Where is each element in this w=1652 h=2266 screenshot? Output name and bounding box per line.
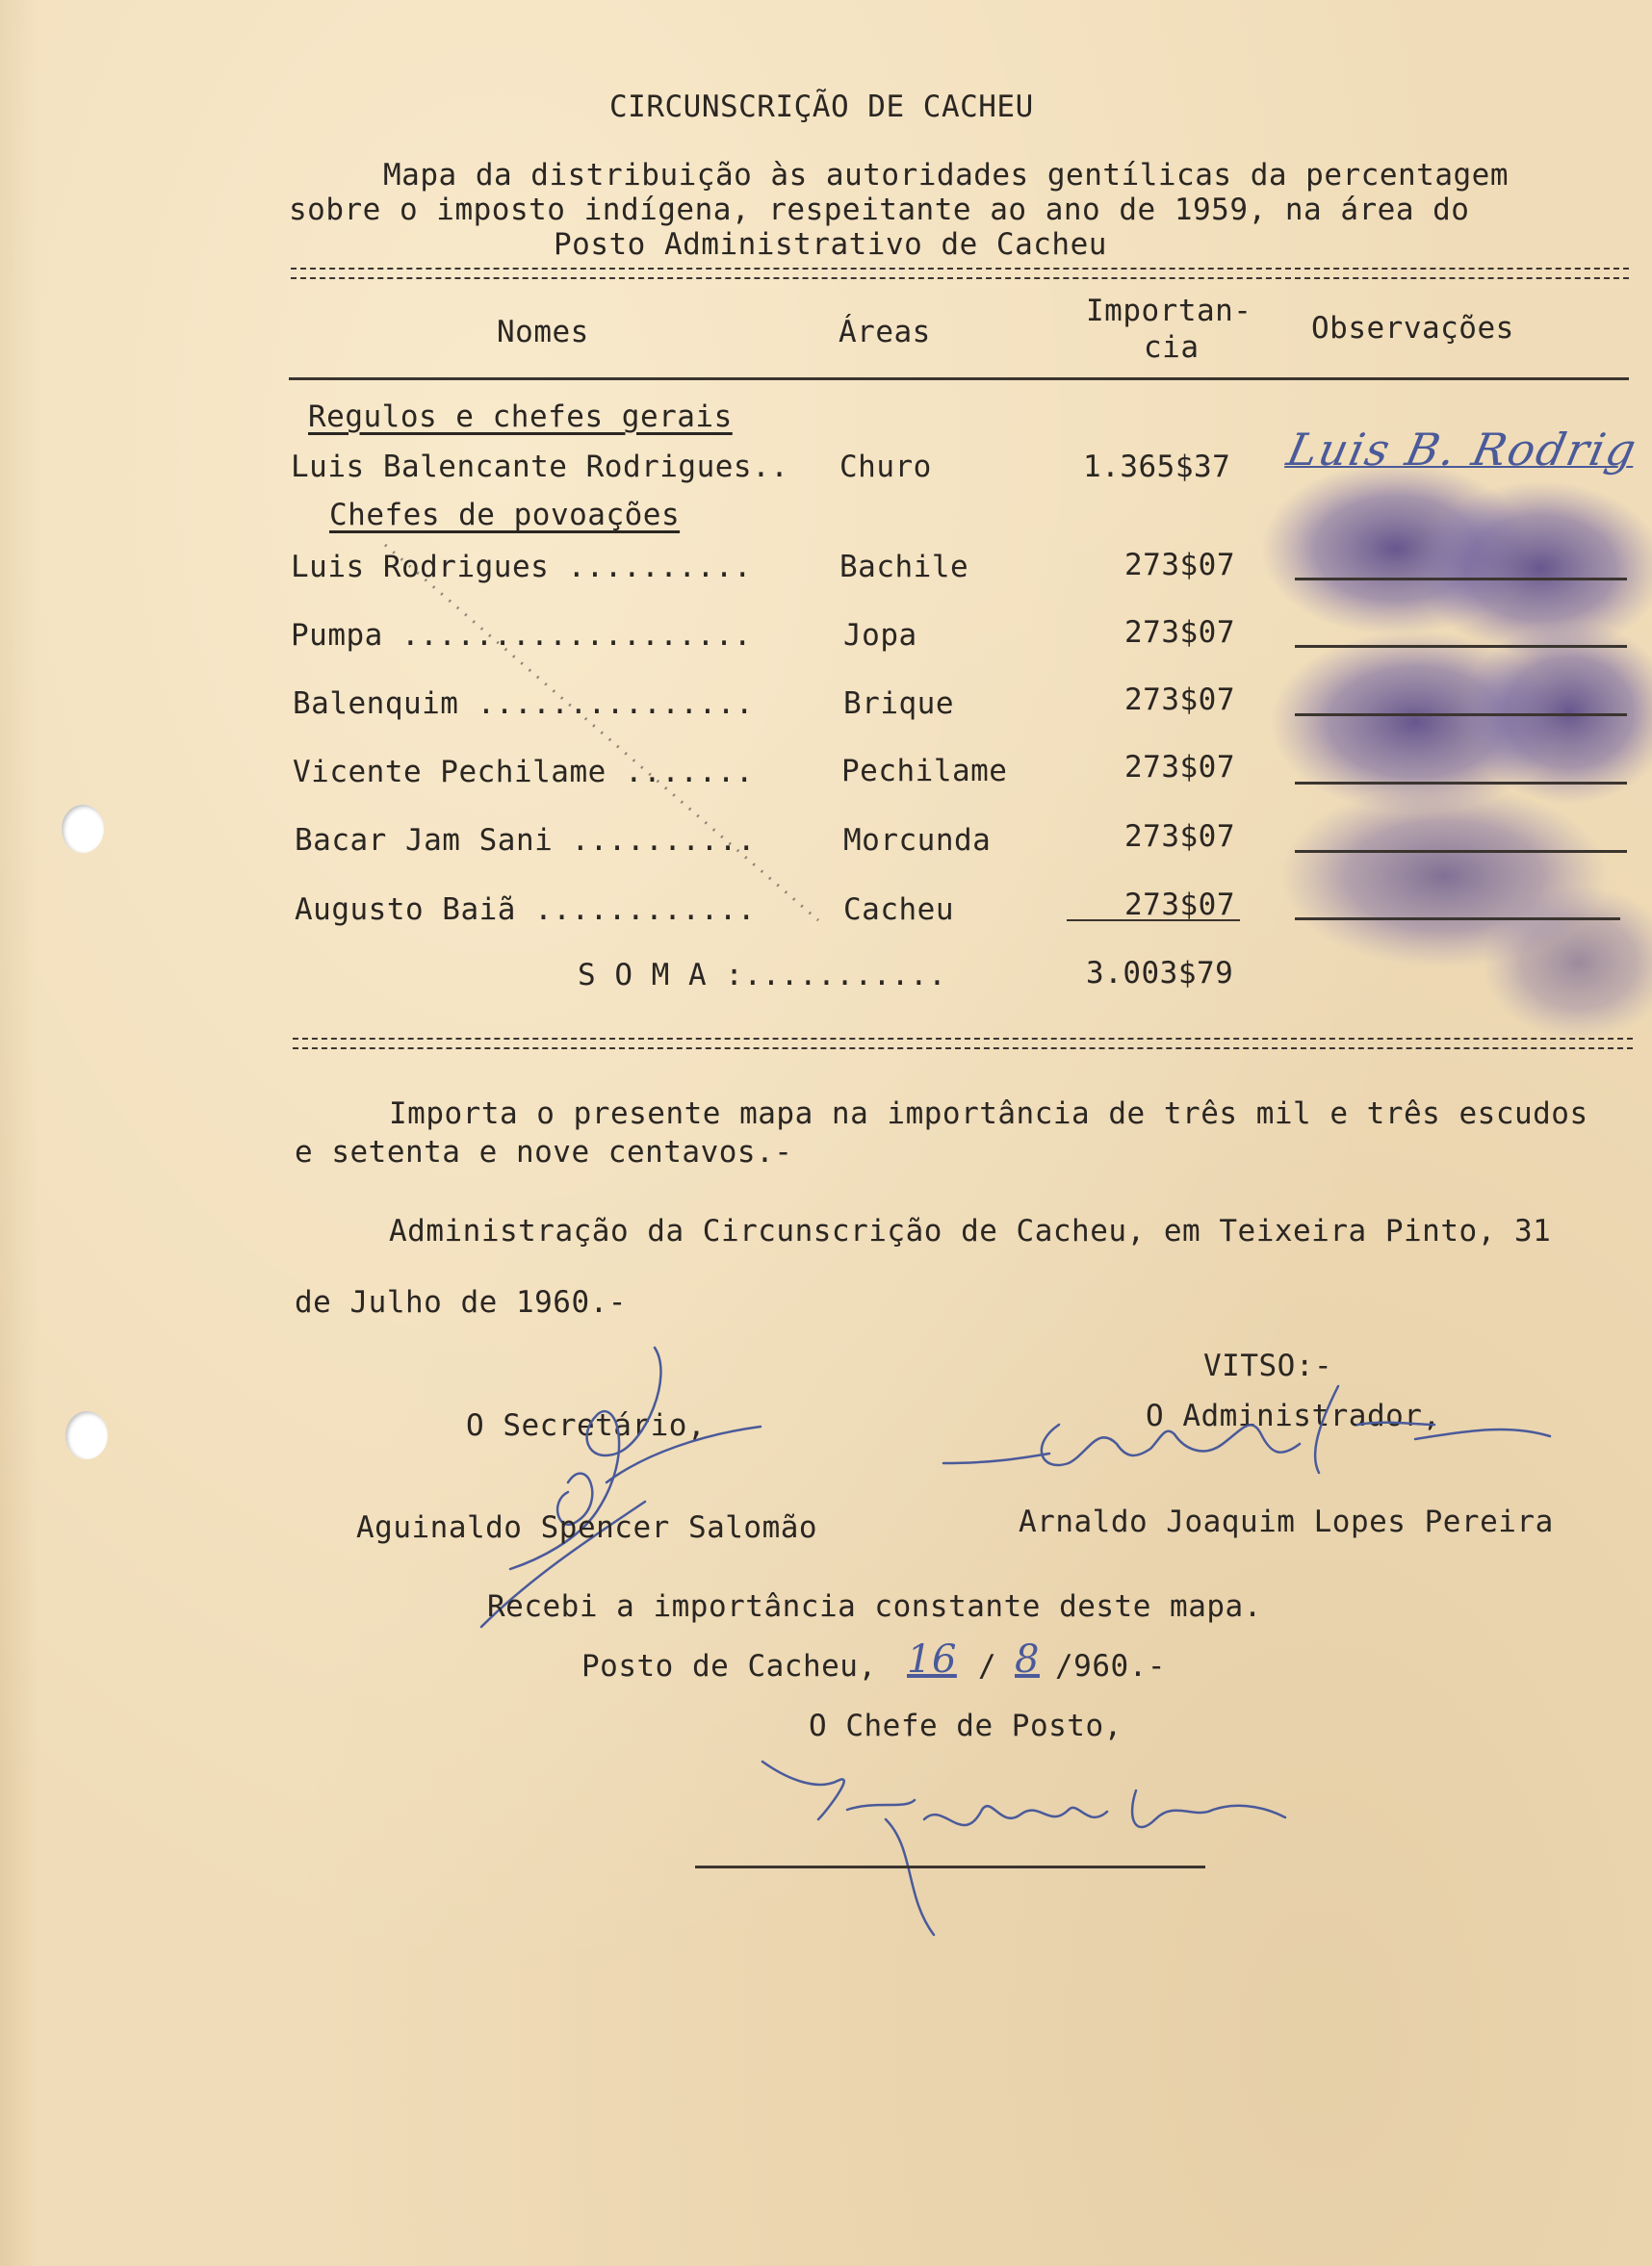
received-statement: Recebi a importância constante deste mapa.	[487, 1589, 1262, 1624]
section-chefes: Chefes de povoações	[329, 498, 681, 532]
amount-in-words-line-1: Importa o presente mapa na importância de três mil e três escudos	[389, 1096, 1588, 1131]
row-name: Luis Rodrigues ..........	[291, 550, 753, 584]
row-name: Vicente Pechilame .......	[293, 755, 755, 789]
row-notes-line	[1295, 645, 1627, 648]
table-top-rule	[291, 268, 1629, 279]
subtitle-line-1: Mapa da distribuição às autoridades gentílicas da percentagem	[383, 158, 1509, 193]
chief-signature-line	[695, 1866, 1205, 1868]
regulo-signature: Luis B. Rodrig	[1282, 424, 1642, 476]
fold-mark	[375, 535, 838, 940]
post-date-month: 8	[1015, 1637, 1040, 1682]
post-date-prefix: Posto de Cacheu,	[581, 1649, 877, 1684]
row-name: Bacar Jam Sani ..........	[295, 823, 757, 858]
secretary-name: Aguinaldo Spencer Salomão	[356, 1510, 818, 1545]
post-date-year: /960.-	[1055, 1649, 1166, 1684]
table-bottom-rule	[293, 1038, 1633, 1049]
row-name: Augusto Baiã ............	[295, 892, 757, 927]
punch-hole-top	[62, 805, 104, 853]
row-amount: 273$07	[1124, 888, 1235, 922]
place-date-line-2: de Julho de 1960.-	[295, 1285, 627, 1320]
row-area: Jopa	[843, 618, 917, 653]
header-rule	[289, 377, 1629, 380]
place-date-line-1: Administração da Circunscrição de Cacheu, em Teixeira Pinto, 31	[389, 1214, 1552, 1249]
section-regulos: Regulos e chefes gerais	[308, 399, 733, 434]
row-amount: 273$07	[1124, 548, 1235, 582]
row-notes-line	[1295, 713, 1627, 716]
column-header-names: Nomes	[497, 315, 589, 349]
document-title: CIRCUNSCRIÇÃO DE CACHEU	[609, 90, 1034, 124]
chief-title: O Chefe de Posto,	[809, 1709, 1123, 1743]
regulo-area: Churo	[839, 450, 932, 484]
regulo-amount: 1.365$37	[1083, 450, 1231, 484]
subtitle-line-3: Posto Administrativo de Cacheu	[554, 227, 1107, 262]
secretary-title: O Secretário,	[466, 1408, 707, 1443]
punch-hole-bottom	[65, 1411, 108, 1459]
column-header-notes: Observações	[1311, 311, 1514, 346]
subtitle-line-2: sobre o imposto indígena, respeitante ao ano de 1959, na área do	[289, 193, 1470, 227]
column-header-amount-2: cia	[1144, 330, 1200, 365]
row-amount: 273$07	[1124, 819, 1235, 854]
administrator-title: O Administrador,	[1146, 1399, 1441, 1433]
post-date-day: 16	[907, 1637, 957, 1682]
amount-in-words-line-2: e setenta e nove centavos.-	[295, 1135, 793, 1170]
row-area: Morcunda	[843, 823, 992, 858]
row-notes-line	[1295, 917, 1620, 920]
row-name: Pumpa ...................	[291, 618, 753, 653]
fingerprint-smudges	[1252, 443, 1652, 1078]
row-area: Pechilame	[841, 754, 1008, 788]
visto-label: VITSO:-	[1203, 1349, 1333, 1383]
chief-signature	[751, 1742, 1290, 1954]
row-area: Brique	[843, 686, 954, 721]
administrator-name: Arnaldo Joaquim Lopes Pereira	[1019, 1505, 1554, 1539]
total-value: 3.003$79	[1086, 956, 1234, 991]
row-name: Balenquim ...............	[293, 686, 755, 721]
row-amount: 273$07	[1124, 682, 1235, 717]
row-amount: 273$07	[1124, 750, 1235, 785]
total-rule	[1067, 919, 1240, 921]
column-header-amount-1: Importan-	[1086, 294, 1252, 328]
row-notes-line	[1295, 578, 1627, 580]
administrator-signature	[934, 1367, 1550, 1492]
row-area: Cacheu	[843, 892, 954, 927]
row-amount: 273$07	[1124, 615, 1235, 650]
column-header-areas: Áreas	[839, 315, 931, 349]
regulo-name: Luis Balencante Rodrigues..	[291, 450, 789, 484]
row-area: Bachile	[839, 550, 969, 584]
post-date-separator-1: /	[978, 1649, 997, 1684]
row-notes-line	[1295, 782, 1627, 785]
row-notes-line	[1295, 850, 1627, 853]
total-label: S O M A :...........	[578, 958, 947, 992]
